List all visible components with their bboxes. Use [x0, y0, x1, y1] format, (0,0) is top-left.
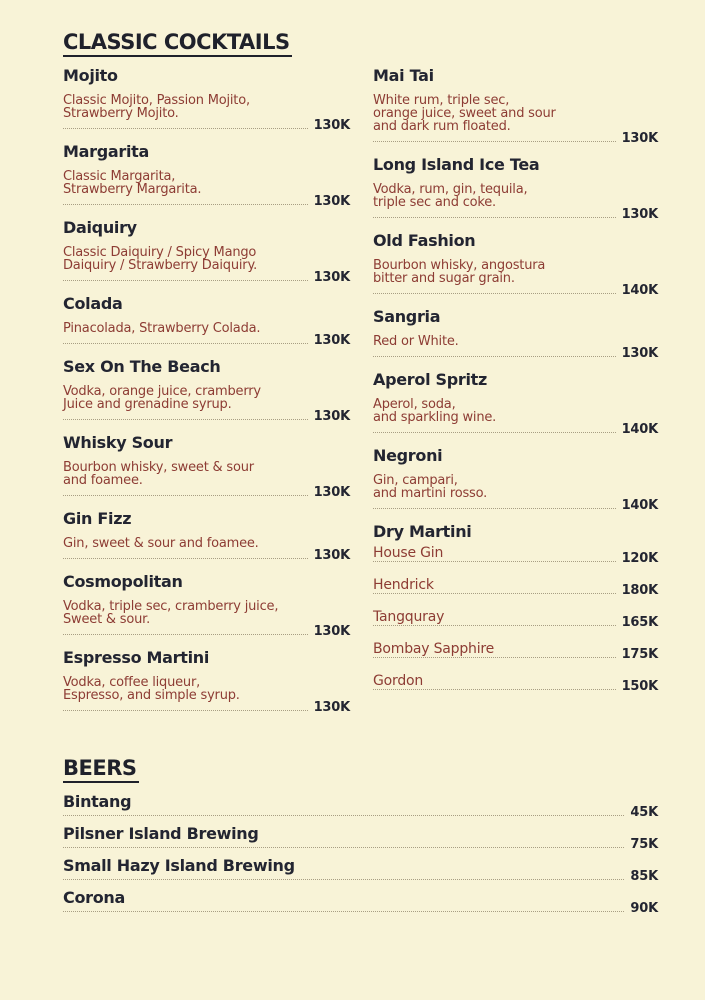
martini-variant: [373, 578, 658, 598]
beer-item-corona: [63, 890, 658, 916]
dotted-leader: [63, 558, 308, 559]
item-description-line: orange juice, sweet and sour: [373, 106, 556, 121]
dotted-leader: [373, 593, 616, 594]
menu-item-whisky-sour: [63, 435, 350, 500]
item-description-line: Vodka, coffee liqueur,: [63, 675, 201, 690]
dotted-leader: [63, 847, 624, 848]
item-price: 120K: [621, 551, 658, 566]
dotted-leader: [373, 625, 616, 626]
price-row: [373, 132, 658, 146]
item-description-line: Strawberry Margarita.: [63, 182, 202, 197]
item-price: 130K: [621, 131, 658, 146]
dotted-leader: [63, 343, 308, 344]
item-name: Daiquiry: [63, 218, 137, 237]
item-description-line: Classic Margarita,: [63, 169, 176, 184]
item-price: 130K: [313, 409, 350, 424]
item-name: Corona: [63, 888, 126, 907]
item-name: Small Hazy Island Brewing: [63, 856, 295, 875]
item-description-line: Classic Daiquiry / Spicy Mango: [63, 245, 257, 260]
menu-item-sangria: [373, 309, 658, 361]
item-price: 130K: [621, 346, 658, 361]
price-row: [63, 701, 350, 715]
item-description-line: Red or White.: [373, 334, 459, 349]
item-name: Dry Martini: [373, 522, 472, 541]
martini-variant: [373, 610, 658, 630]
beer-item-pilsner: [63, 826, 658, 852]
dotted-leader: [63, 710, 308, 711]
item-description-line: White rum, triple sec,: [373, 93, 510, 108]
beer-item-bintang: [63, 794, 658, 820]
item-name: Negroni: [373, 446, 443, 465]
menu-item-espresso-martini: [63, 650, 350, 715]
price-row: [63, 334, 350, 348]
dotted-leader: [63, 128, 308, 129]
price-row: [63, 119, 350, 133]
item-price: 130K: [313, 194, 350, 209]
price-row: [373, 284, 658, 298]
price-row: [373, 208, 658, 222]
item-price: 130K: [313, 485, 350, 500]
dotted-leader: [63, 634, 308, 635]
beers-section: [63, 756, 658, 916]
item-description-line: Daiquiry / Strawberry Daiquiry.: [63, 258, 258, 273]
item-description-line: Bourbon whisky, angostura: [373, 258, 546, 273]
item-price: 150K: [621, 679, 658, 694]
item-description-line: triple sec and coke.: [373, 195, 496, 210]
item-description-line: Aperol, soda,: [373, 397, 456, 412]
item-price: 45K: [630, 805, 658, 820]
variant-name: Hendrick: [373, 577, 434, 593]
dotted-leader: [373, 217, 616, 218]
dotted-leader: [63, 815, 624, 816]
variant-name: Tangquray: [373, 609, 445, 625]
dotted-leader: [373, 432, 616, 433]
item-description-line: Classic Mojito, Passion Mojito,: [63, 93, 250, 108]
item-price: 175K: [621, 647, 658, 662]
item-name: Long Island Ice Tea: [373, 155, 540, 174]
martini-variant: [373, 546, 658, 566]
menu-item-colada: [63, 296, 350, 348]
item-price: 140K: [621, 498, 658, 513]
variant-name: Gordon: [373, 673, 424, 689]
dotted-leader: [373, 561, 616, 562]
item-description-line: Gin, sweet & sour and foamee.: [63, 536, 259, 551]
martini-variant: [373, 642, 658, 662]
item-price: 85K: [630, 869, 658, 884]
dotted-leader: [63, 495, 308, 496]
variant-name: Bombay Sapphire: [373, 641, 495, 657]
menu-item-sex-on-the-beach: [63, 359, 350, 424]
section-beers-heading: [63, 756, 658, 783]
item-name: Aperol Spritz: [373, 370, 488, 389]
cocktails-columns: [63, 68, 658, 726]
item-price: 130K: [313, 333, 350, 348]
item-description-line: Vodka, orange juice, cramberry: [63, 384, 261, 399]
item-description-line: Vodka, rum, gin, tequila,: [373, 182, 528, 197]
section-cocktails-heading: [63, 30, 658, 57]
price-row: [63, 195, 350, 209]
item-price: 90K: [630, 901, 658, 916]
menu-item-aperol-spritz: [373, 372, 658, 437]
cocktails-right-column: [373, 68, 658, 726]
item-name: Cosmopolitan: [63, 572, 183, 591]
dotted-leader: [373, 141, 616, 142]
menu-item-negroni: [373, 448, 658, 513]
item-name: Pilsner Island Brewing: [63, 824, 259, 843]
item-price: 130K: [313, 548, 350, 563]
cocktails-left-column: [63, 68, 350, 726]
dotted-leader: [63, 879, 624, 880]
beer-item-small-hazy: [63, 858, 658, 884]
dotted-leader: [373, 508, 616, 509]
item-description-line: and dark rum floated.: [373, 119, 511, 134]
item-description-line: Bourbon whisky, sweet & sour: [63, 460, 254, 475]
price-row: [63, 625, 350, 639]
dotted-leader: [373, 356, 616, 357]
item-price: 130K: [313, 118, 350, 133]
item-price: 130K: [313, 624, 350, 639]
price-row: [373, 423, 658, 437]
martini-variant: [373, 674, 658, 694]
item-description-line: Pinacolada, Strawberry Colada.: [63, 321, 261, 336]
item-description-line: Vodka, triple sec, cramberry juice,: [63, 599, 279, 614]
price-row: [63, 410, 350, 424]
price-row: [63, 806, 658, 820]
item-description-line: and martini rosso.: [373, 486, 488, 501]
price-row: [63, 486, 350, 500]
item-description-line: and sparkling wine.: [373, 410, 497, 425]
item-price: 130K: [621, 207, 658, 222]
item-price: 165K: [621, 615, 658, 630]
item-description-line: Gin, campari,: [373, 473, 458, 488]
item-description-line: Strawberry Mojito.: [63, 106, 179, 121]
dotted-leader: [373, 689, 616, 690]
price-row: [63, 902, 658, 916]
price-row: [63, 549, 350, 563]
item-name: Margarita: [63, 142, 149, 161]
item-description-line: bitter and sugar grain.: [373, 271, 515, 286]
dotted-leader: [373, 293, 616, 294]
item-name: Mojito: [63, 66, 118, 85]
dotted-leader: [63, 419, 308, 420]
item-price: 75K: [630, 837, 658, 852]
item-name: Mai Tai: [373, 66, 434, 85]
item-description-line: Juice and grenadine syrup.: [63, 397, 232, 412]
item-name: Old Fashion: [373, 231, 476, 250]
price-row: [373, 499, 658, 513]
menu-item-margarita: [63, 144, 350, 209]
menu-item-long-island-ice-tea: [373, 157, 658, 222]
section-title: CLASSIC COCKTAILS: [63, 33, 292, 57]
item-price: 140K: [621, 283, 658, 298]
dotted-leader: [63, 204, 308, 205]
item-name: Gin Fizz: [63, 509, 132, 528]
price-row: [63, 271, 350, 285]
item-description-line: Sweet & sour.: [63, 612, 151, 627]
menu-item-mai-tai: [373, 68, 658, 146]
variant-name: House Gin: [373, 545, 444, 561]
item-name: Whisky Sour: [63, 433, 173, 452]
dotted-leader: [63, 280, 308, 281]
item-name: Espresso Martini: [63, 648, 210, 667]
menu-item-daiquiry: [63, 220, 350, 285]
item-description-line: and foamee.: [63, 473, 143, 488]
menu-item-mojito: [63, 68, 350, 133]
dotted-leader: [63, 911, 624, 912]
item-price: 130K: [313, 700, 350, 715]
menu-item-gin-fizz: [63, 511, 350, 563]
price-row: [373, 347, 658, 361]
item-name: Bintang: [63, 792, 132, 811]
item-name: Sangria: [373, 307, 441, 326]
item-name: Sex On The Beach: [63, 357, 221, 376]
item-price: 180K: [621, 583, 658, 598]
section-title: BEERS: [63, 759, 139, 783]
item-price: 130K: [313, 270, 350, 285]
dotted-leader: [373, 657, 616, 658]
menu-item-dry-martini: [373, 524, 658, 694]
item-description-line: Espresso, and simple syrup.: [63, 688, 240, 703]
menu-item-old-fashion: [373, 233, 658, 298]
menu-item-cosmopolitan: [63, 574, 350, 639]
item-name: Colada: [63, 294, 123, 313]
item-price: 140K: [621, 422, 658, 437]
